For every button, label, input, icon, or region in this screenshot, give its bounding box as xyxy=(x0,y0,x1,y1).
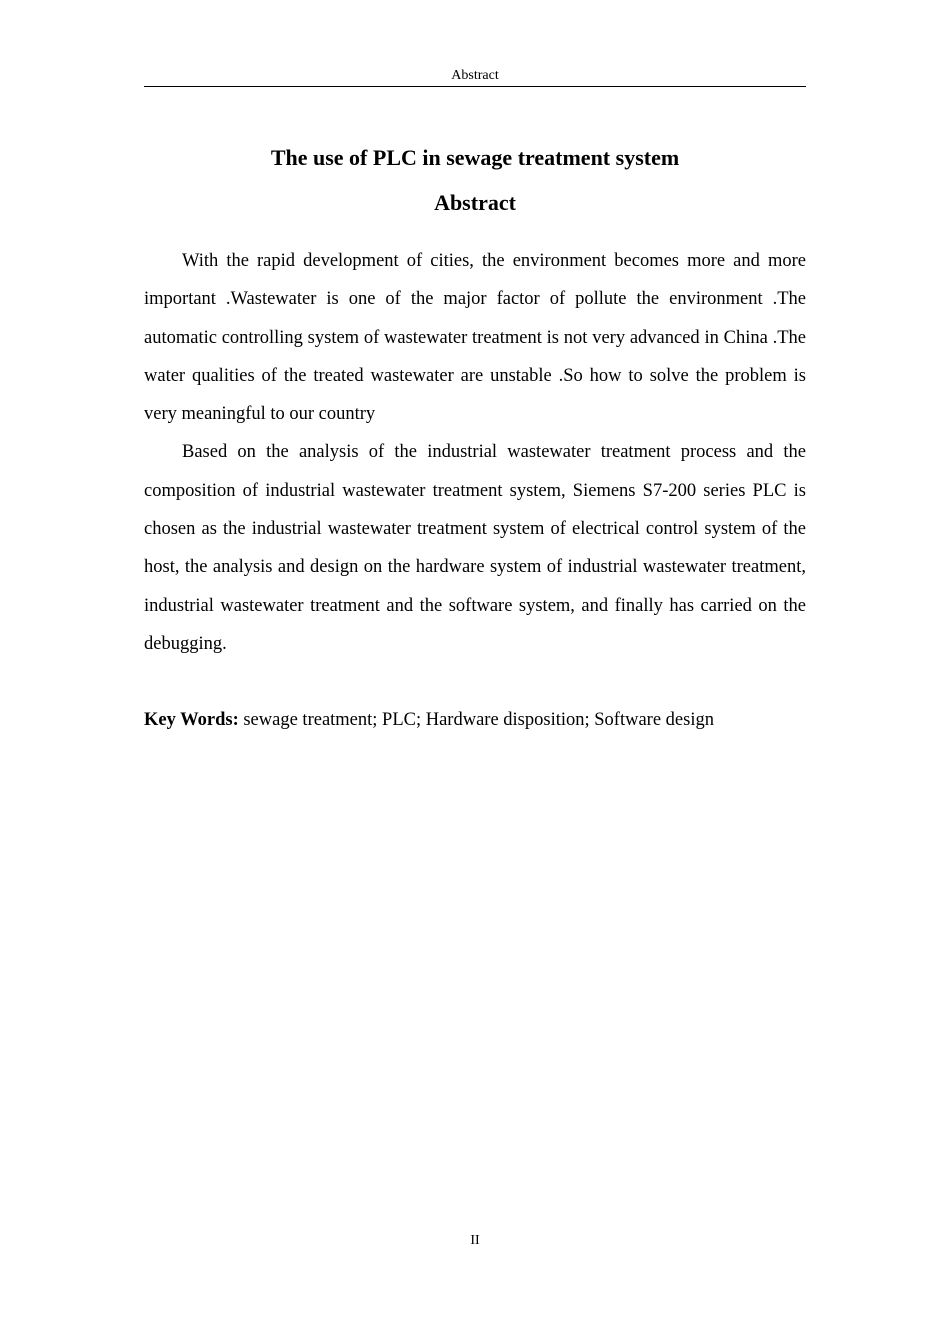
keywords-label: Key Words: xyxy=(144,710,239,730)
keywords-line xyxy=(144,701,806,739)
keywords-text: sewage treatment; PLC; Hardware disposition; Software design xyxy=(238,710,714,730)
abstract-paragraph-2: Based on the analysis of the industrial wastewater treatment process and the composition of industrial wastewater treatment system, Siemens S7-200 series PLC is chosen as the industrial wastewater treatment system of electrical control system of the host, the analysis and design on the hardware system of industrial wastewater treatment, industrial wastewater treatment and the software system, and finally has carried on the debugging. xyxy=(144,442,806,654)
running-header: Abstract xyxy=(144,67,806,87)
abstract-heading: Abstract xyxy=(434,190,516,215)
abstract-paragraph-1: With the rapid development of cities, the environment becomes more and more important .Wastewater is one of the major factor of pollute the environment .The automatic controlling system of wastewater treatment is not very advanced in China .The water qualities of the treated wastewater are unstable .So how to solve the problem is very meaningful to our country xyxy=(144,251,806,425)
abstract-body xyxy=(144,242,806,663)
document-title: The use of PLC in sewage treatment system xyxy=(270,145,680,170)
page-number: II xyxy=(470,1233,480,1248)
